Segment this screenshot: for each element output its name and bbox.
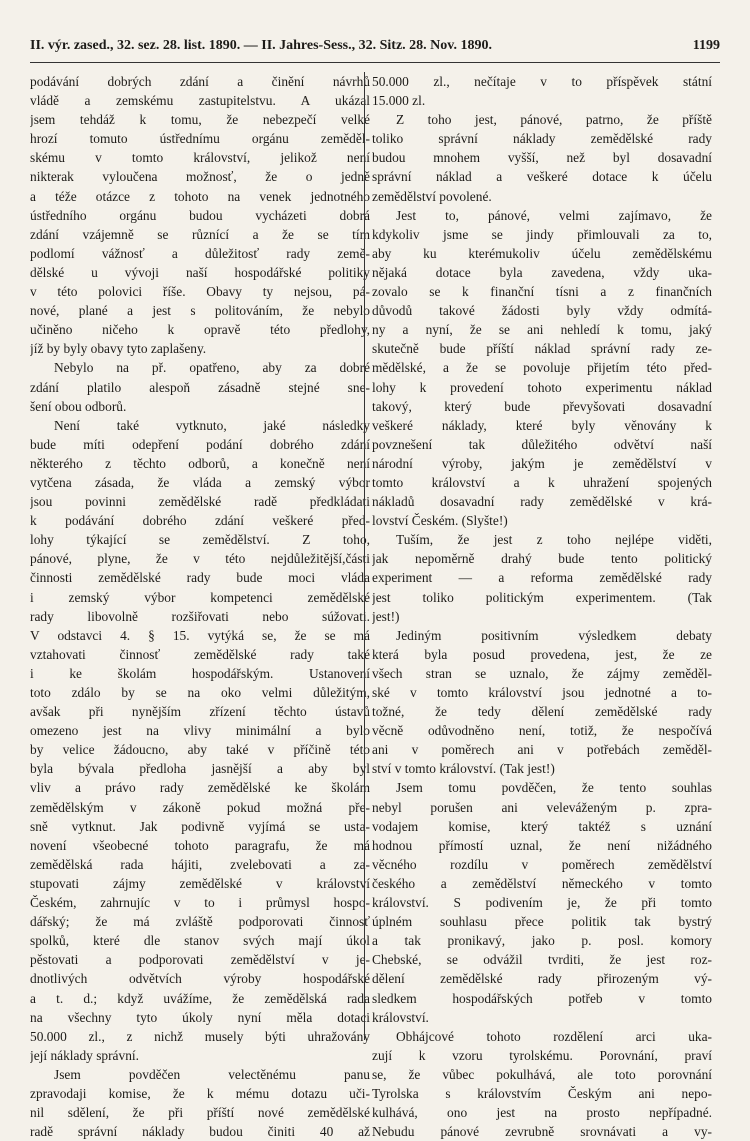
text-line: některého z těchto odborů, a konečně není: [30, 455, 370, 471]
text-line: podávání dobrých zdání a činění návrhů: [30, 74, 370, 89]
text-line: zemědělství povolené.: [372, 188, 492, 204]
text-line: jest!): [372, 608, 400, 624]
text-line: by velice žádoucno, aby také v příčině této: [30, 742, 370, 758]
text-line: bude míti odepření podání dobrého zdání: [30, 436, 370, 452]
text-line: činnosti zemědělské rady bude moci vláda: [30, 570, 370, 586]
text-line: českého a zemědělství německého v tomto: [372, 875, 712, 891]
text-line: k podávání dobrého zdání veškeré před-: [30, 513, 370, 529]
text-line: zdání vzájemně se různící a že se tím: [30, 226, 370, 242]
text-line: i ke školám hospodářským. Ustanovení: [30, 665, 370, 681]
text-line: Z toho jest, pánové, patrno, že příště: [396, 112, 712, 128]
text-line: království. S podivením je, že při tomto: [372, 895, 712, 911]
text-line: lohy týkající se zemědělství. Z toho,: [30, 532, 370, 548]
text-line: omezeno jest na vlivy minimální a bylo: [30, 723, 370, 739]
text-line: nebyl porušen ani veleváženým p. zpra-: [372, 799, 712, 815]
text-line: skutečně bude příští náklad správní rady ze-: [372, 341, 712, 357]
text-line: všech stran se uznalo, že zájmy zeměděl-: [372, 665, 712, 681]
text-line: rady libovolně rozšiřovati nebo súžovati.: [30, 608, 370, 624]
text-line: 15.000 zl.: [372, 93, 426, 109]
text-line: 50.000 zl., z nichž musely býti uhražovány: [30, 1028, 370, 1044]
text-line: nikterak vyloučena možnosť, že o jedně: [30, 169, 370, 185]
text-line: vytčena zásada, že vláda a zemský výbor: [30, 474, 370, 490]
text-line: sně vytknut. Jak podivně vyjímá se usta-: [30, 818, 370, 834]
text-line: Jsem povděčen velectěnému panu: [54, 1066, 370, 1082]
text-line: sledkem hospodářských potřeb v tomto: [372, 990, 712, 1006]
text-line: na všechny tyto úkoly nyní měla dotaci: [30, 1009, 370, 1025]
text-line: která byla posud provedena, jest, že ze: [372, 646, 712, 662]
text-line: ství v tomto království. (Tak jest!): [372, 761, 555, 777]
text-line: pěstovati a podporovati zemědělství v je-: [30, 952, 370, 968]
text-line: Tyrolska s královstvím Českým ani nepo-: [372, 1085, 712, 1101]
text-line: jsem tehdáž k tomu, že nebezpečí velké: [30, 112, 370, 128]
text-line: vztahovati činnosť zemědělské rady také: [30, 646, 370, 662]
text-line: spolků, které dle stanov svých mají úkol: [30, 933, 370, 949]
text-line: ny a nyní, že se ani nehledí k tomu, jaký: [372, 322, 712, 338]
text-line: nil sdělení, že při příští nové zemědělské: [30, 1105, 370, 1121]
text-line: vliv a právo rady zemědělské ke školám: [30, 780, 370, 796]
text-line: tomto království a k uhražení spojených: [372, 474, 712, 490]
text-line: zpravodaji komise, že k mému dotazu uči-: [30, 1085, 370, 1101]
text-line: Jest to, pánové, velmi zajímavo, že: [396, 207, 712, 223]
text-line: podlomí vážnosť a důležitosť rady země-: [30, 245, 370, 261]
text-line: lovství Českém. (Slyšte!): [372, 513, 508, 529]
text-line: veškeré náklady, které byly věnovány k: [372, 417, 712, 433]
text-line: dělení zemědělské rady přirozeným vý-: [372, 971, 712, 987]
text-line: Jsem tomu povděčen, že tento souhlas: [396, 780, 712, 796]
text-line: dnotlivých odvětvích výroby hospodářské: [30, 971, 370, 987]
text-line: takový, který bude převyšovati dosavadní: [372, 398, 712, 414]
text-line: aby ku kterémukoliv účelu zemědělskému: [372, 245, 712, 261]
text-line: Není také vytknuto, jaké následky: [54, 417, 370, 433]
text-line: tožné, že tedy dělení zemědělské rady: [372, 704, 712, 720]
text-line: hrozí tomuto ústřednímu orgánu zeměděl-: [30, 131, 370, 147]
text-line: Chebské, se odvážil tvrditi, že jest roz-: [372, 952, 712, 968]
text-line: vodajem komise, který taktéž s uznání: [372, 818, 712, 834]
text-line: zovalo se k finanční tísni a z finančních: [372, 284, 712, 300]
text-line: pánové, plyne, že v této nejdůležitější,části: [30, 551, 370, 567]
column-divider: [364, 72, 365, 1040]
page-number: 1199: [692, 38, 720, 53]
text-line: věcně odůvodněno není, totiž, že nespočívá: [372, 723, 712, 739]
text-line: Nebudu pánové zevrubně srovnávati a vy-: [372, 1124, 712, 1140]
text-line: radě správní náklady budou činiti 40 až: [30, 1124, 370, 1140]
text-line: i zemský výbor kompetenci zemědělské: [30, 589, 370, 605]
text-line: úplném souhlasu přece politik tak bystrý: [372, 914, 712, 930]
text-line: ústředního orgánu budou vycházeti dobrá: [30, 207, 370, 223]
text-line: avšak při nynějším zřízení těchto ústavů: [30, 704, 370, 720]
text-line: Jediným positivním výsledkem debaty: [396, 627, 712, 643]
text-line: důvodů takové žádosti byly vždy odmítá-: [372, 303, 712, 319]
left-column: [30, 72, 370, 1141]
text-line: jsou povinni zemědělské radě předkládati: [30, 494, 370, 510]
text-line: zují k vzoru tyrolskému. Porovnání, praví: [372, 1047, 712, 1063]
text-line: ské v tomto království jsou jednotné a to-: [372, 685, 712, 700]
text-line: v této polovici říše. Obavy ty nejsou, pá-: [30, 284, 370, 300]
text-line: V odstavci 4. § 15. vytýká se, že se má: [30, 627, 370, 643]
text-line: toto zdálo by se na oko velmi důležitým,: [30, 685, 370, 700]
text-line: Tuším, že jest z toho nejlépe viděti,: [396, 532, 712, 548]
text-line: dělské u vývoji naší hospodářské politiky: [30, 264, 370, 280]
text-line: skému v tomto království, jelikož není: [30, 150, 370, 166]
text-line: Českém, zahrnujíc v to i průmysl hospo-: [30, 895, 370, 911]
text-line: učiněno ničeho k opravě této předlohy,: [30, 322, 370, 338]
text-line: novení všeobecné tohoto paragrafu, že má: [30, 837, 370, 853]
text-line: hodnou přímostí uznal, že není nižádného: [372, 837, 712, 853]
text-line: a tak pronikavý, jako p. posl. komory: [372, 933, 712, 949]
text-line: jíž by byly obavy tyto zaplašeny.: [30, 341, 207, 357]
text-line: experiment — a reforma zemědělské rady: [372, 570, 712, 586]
text-line: správní náklad a veškeré dotace k účelu: [372, 169, 712, 185]
running-header-title: II. výr. zased., 32. sez. 28. list. 1890. — II. Jahres-Sess., 32. Sitz. 28. Nov. 1890.: [30, 38, 493, 53]
text-line: Obhájcové tohoto rozdělení arci uka-: [396, 1028, 712, 1044]
text-line: a téže otázce z tohoto na venek jednotného: [30, 188, 370, 204]
text-line: a t. d.; když uvážíme, že zemědělská rada: [30, 990, 370, 1006]
text-line: kulhává, ono jest na prosto nepřípadné.: [372, 1105, 712, 1121]
text-line: dářský; že má zvláště podporovati činnosť: [30, 914, 370, 930]
running-header: [30, 38, 720, 54]
text-line: jak nepoměrně drahý bude tento politický: [372, 551, 712, 567]
text-line: se, že vůbec pokulhává, ale toto porovnání: [372, 1066, 712, 1082]
right-column: [372, 72, 712, 1141]
text-line: toliko správní náklady zemědělské rady: [372, 131, 712, 147]
text-line: zdání platilo alespoň zásadně stejné sne-: [30, 379, 370, 395]
text-line: zemědělským v zákoně pokud možná pře-: [30, 799, 370, 815]
text-line: mědělské, a že se povoluje přijetím této před-: [372, 360, 712, 376]
text-line: nové, plané a jest s politováním, že nebylo: [30, 303, 370, 319]
text-line: nákladů dosavadní rady zemědělské v krá-: [372, 494, 712, 510]
text-line: šení obou odborů.: [30, 398, 127, 414]
text-line: království.: [372, 1009, 429, 1025]
header-rule: [30, 62, 720, 63]
text-line: 50.000 zl., nečítaje v to příspěvek státní: [372, 74, 712, 89]
text-line: nějaká dotace byla zavedena, vždy uka-: [372, 264, 712, 280]
text-line: zemědělská rada hájiti, zvelebovati a za-: [30, 856, 370, 872]
text-line: budou mnohem vyšší, než byl dosavadní: [372, 150, 712, 166]
text-line: lohy k provedení tohoto experimentu náklad: [372, 379, 712, 395]
text-line: byla bývala předloha jasnější a aby byl: [30, 761, 370, 777]
text-line: jest toliko politickým experimentem. (Tak: [372, 589, 712, 605]
text-line: věcného rozdílu v poměrech zemědělství: [372, 856, 712, 872]
text-line: národní výroby, jakým je zemědělství v: [372, 455, 712, 471]
text-line: povznešení tak důležitého odvětví naší: [372, 436, 712, 452]
text-line: stupovati zájmy zemědělské v království: [30, 875, 370, 891]
text-line: Nebylo na př. opatřeno, aby za dobré: [54, 360, 370, 376]
text-line: kdykoliv jsme se jindy přimlouvali za to,: [372, 226, 712, 242]
text-line: vládě a zemskému zastupitelstvu. A ukázal: [30, 93, 370, 109]
text-line: ani v poměrech ani v potřebách zeměděl-: [372, 742, 712, 758]
text-line: její náklady správní.: [30, 1047, 139, 1063]
